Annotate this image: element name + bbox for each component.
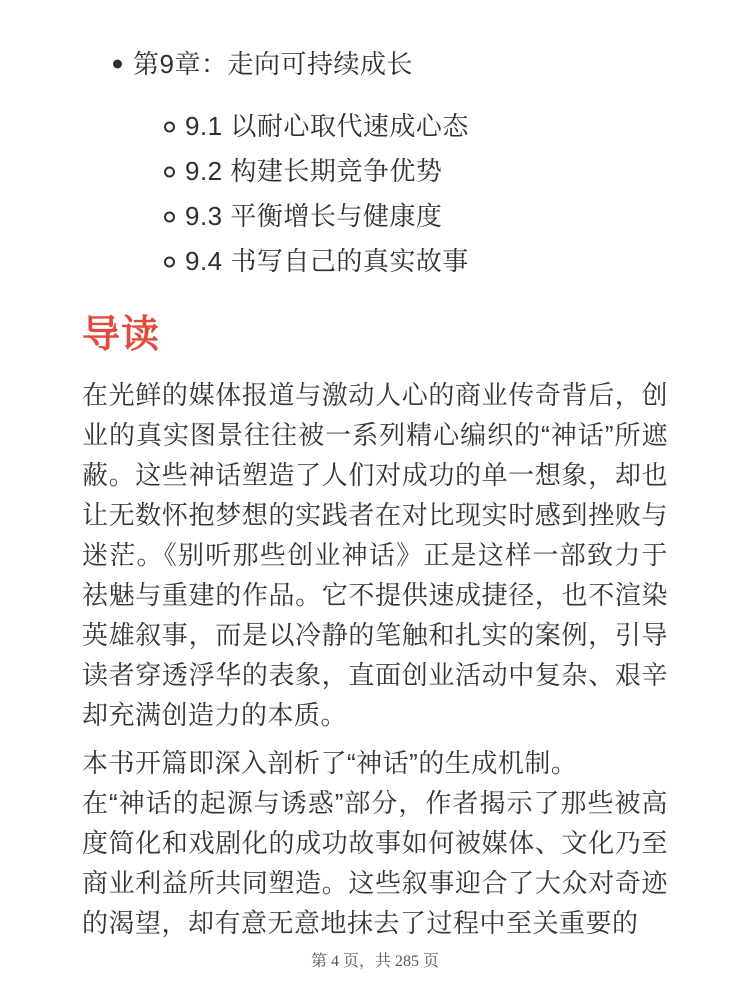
paragraph-2-text: 在“神话的起源与诱惑”部分，作者揭示了那些被高度简化和戏剧化的成功故事如何被媒体、文化乃至商业利益所共同塑造。这些叙事迎合了大众对奇迹的渴望，却有意无意地抹去了过程中至关重要的: [82, 788, 668, 938]
toc-list: [82, 42, 668, 284]
toc-subitem: [82, 194, 668, 239]
toc-chapter-label: 第9章：走向可持续成长: [133, 49, 413, 79]
toc-subitem-label: 9.1 以耐心取代速成心态: [185, 111, 469, 141]
paragraph-1-text: 在光鲜的媒体报道与激动人心的商业传奇背后，创业的真实图景往往被一系列精心编织的“神话”所遮蔽。这些神话塑造了人们对成功的单一想象，却也让无数怀抱梦想的实践者在对比现实时感到挫败与迷茫。《别听那些创业神话》正是这样一部致力于祛魅与重建的作品。它不提供速成捷径，也不渲染英雄叙事，而是以冷静的笔触和扎实的案例，引导读者穿透浮华的表象，直面创业活动中复杂、艰辛却充满创造力的本质。: [82, 380, 668, 730]
bullet-icon: [113, 60, 122, 69]
circle-bullet-icon: [164, 166, 175, 177]
paragraph-2: [82, 743, 668, 943]
toc-subitem: [82, 239, 668, 284]
circle-bullet-icon: [164, 121, 175, 132]
paragraph-2-line-1: 本书开篇即深入剖析了“神话”的生成机制。: [82, 748, 578, 778]
toc-subitem: [82, 149, 668, 194]
toc-subitem-label: 9.2 构建长期竞争优势: [185, 156, 443, 186]
paragraph-1: [82, 375, 668, 735]
toc-subitem-label: 9.4 书写自己的真实故事: [185, 246, 469, 276]
toc-chapter-item: [82, 42, 668, 86]
page-footer: 第 4 页，共 285 页: [310, 953, 439, 970]
toc-subitem-label: 9.3 平衡增长与健康度: [185, 201, 443, 231]
toc-subitem: [82, 104, 668, 149]
circle-bullet-icon: [164, 211, 175, 222]
section-heading: 导读: [82, 314, 161, 356]
circle-bullet-icon: [164, 256, 175, 267]
